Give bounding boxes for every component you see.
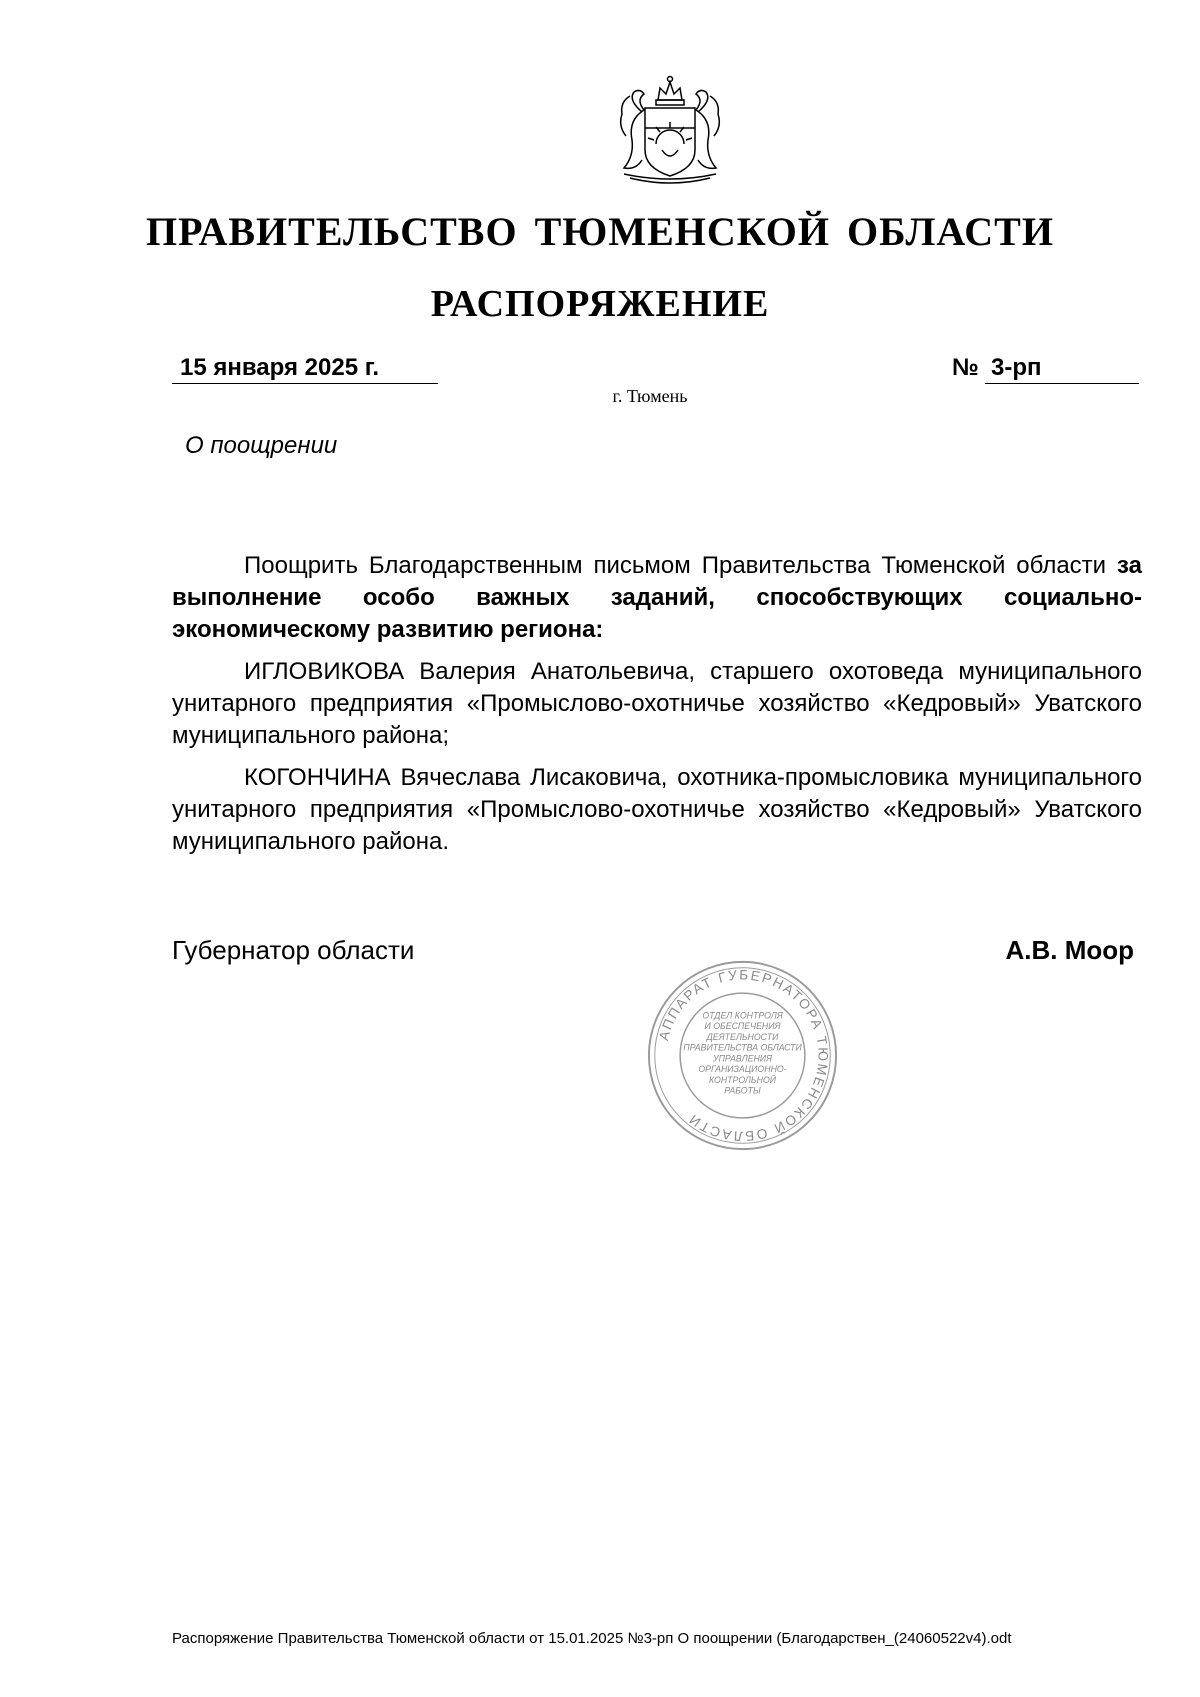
stamp-line-4: ПРАВИТЕЛЬСТВА ОБЛАСТИ: [683, 1042, 802, 1053]
stamp-line-2: И ОБЕСПЕЧЕНИЯ: [704, 1021, 781, 1032]
document-subject: О поощрении: [185, 432, 338, 459]
stamp-line-5: УПРАВЛЕНИЯ: [712, 1053, 773, 1064]
city: г. Тюмень: [612, 386, 688, 406]
stamp-line-8: РАБОТЫ: [724, 1085, 761, 1096]
document-date: 15 января 2025 г.: [172, 353, 438, 384]
paragraph-1: [172, 550, 1142, 646]
stamp-line-7: КОНТРОЛЬНОЙ: [708, 1074, 777, 1085]
paragraph-1-text: Поощрить Благодарственным письмом Правительства Тюменской области: [244, 552, 1118, 579]
paragraph-1-bold: за выполнение особо важных заданий, способствующих социально-экономическому развитию региона:: [172, 552, 1142, 643]
document-type: РАСПОРЯЖЕНИЕ: [430, 283, 770, 325]
signatory-name: А.В. Моор: [1005, 935, 1134, 965]
stamp-line-3: ДЕЯТЕЛЬНОСТИ: [706, 1031, 779, 1042]
official-stamp: [645, 958, 840, 1153]
paragraph-2: ИГЛОВИКОВА Валерия Анатольевича, старшего охотоведа муниципального унитарного предприятия «Промыслово-охотничье хозяйство «Кедровый» Уватского муниципального района;: [172, 658, 1142, 749]
paragraph-3: КОГОНЧИНА Вячеслава Лисаковича, охотника-промысловика муниципального унитарного предприятия «Промыслово-охотничье хозяйство «Кедровый» Уватского муниципального района.: [172, 764, 1142, 855]
stamp-line-1: ОТДЕЛ КОНТРОЛЯ: [702, 1010, 783, 1021]
document-footer: Распоряжение Правительства Тюменской области от 15.01.2025 №3-рп О поощрении (Благодарствен_(24060522v4).odt: [172, 1630, 1012, 1647]
signatory-title: Губернатор области: [172, 935, 415, 965]
document-number: 3-рп: [985, 353, 1139, 384]
organization-title: ПРАВИТЕЛЬСТВО ТЮМЕНСКОЙ ОБЛАСТИ: [146, 209, 1054, 254]
document-body: [172, 550, 1142, 868]
number-sign: №: [952, 354, 979, 381]
stamp-line-6: ОРГАНИЗАЦИОННО-: [698, 1064, 787, 1075]
stamp-outer-text: АППАРАТ ГУБЕРНАТОРА ТЮМЕНСКОЙ ОБЛАСТИ: [655, 967, 831, 1144]
coat-of-arms-icon: [590, 70, 750, 190]
